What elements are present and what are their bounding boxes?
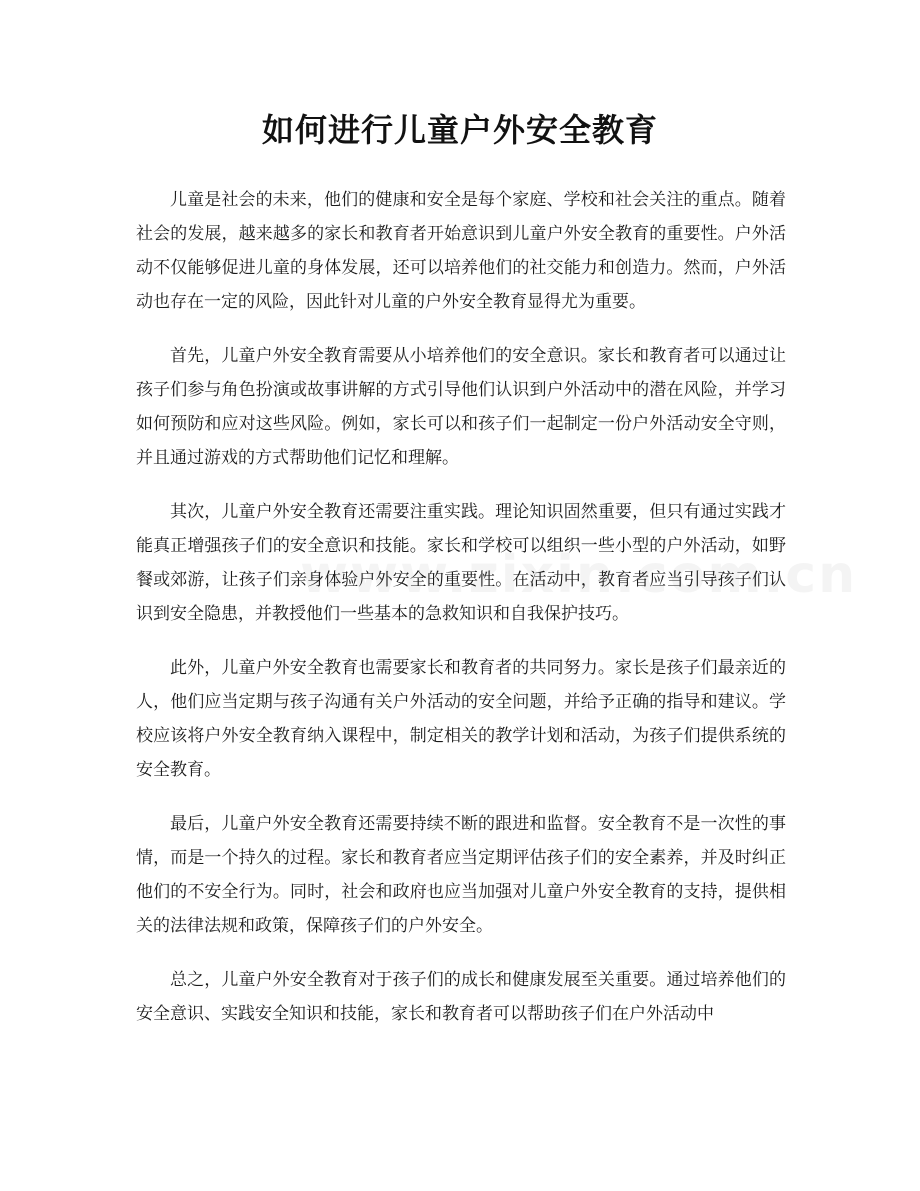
paragraph-3: 其次，儿童户外安全教育还需要注重实践。理论知识固然重要，但只有通过实践才能真正增强孩子们的安全意识和技能。家长和学校可以组织一些小型的户外活动，如野餐或郊游，让孩子们亲身体验户外安全的重要性。在活动中，教育者应当引导孩子们认识到安全隐患，并教授他们一些基本的急救知识和自我保护技巧。 [136, 502, 786, 624]
paragraph-2: 首先，儿童户外安全教育需要从小培养他们的安全意识。家长和教育者可以通过让孩子们参与角色扮演或故事讲解的方式引导他们认识到户外活动中的潜在风险，并学习如何预防和应对这些风险。例如，家长可以和孩子们一起制定一份户外活动安全守则，并且通过游戏的方式帮助他们记忆和理解。 [136, 346, 786, 468]
paragraph-5: 最后，儿童户外安全教育还需要持续不断的跟进和监督。安全教育不是一次性的事情，而是一个持久的过程。家长和教育者应当定期评估孩子们的安全素养，并及时纠正他们的不安全行为。同时，社会和政府也应当加强对儿童户外安全教育的支持，提供相关的法律法规和政策，保障孩子们的户外安全。 [136, 814, 786, 936]
paragraph-6: 总之，儿童户外安全教育对于孩子们的成长和健康发展至关重要。通过培养他们的安全意识、实践安全知识和技能，家长和教育者可以帮助孩子们在户外活动中 [136, 970, 786, 1024]
document-body [136, 183, 786, 1051]
paragraph-4: 此外，儿童户外安全教育也需要家长和教育者的共同努力。家长是孩子们最亲近的人，他们应当定期与孩子沟通有关户外活动的安全问题，并给予正确的指导和建议。学校应该将户外安全教育纳入课程中，制定相关的教学计划和活动，为孩子们提供系统的安全教育。 [136, 658, 786, 780]
paragraph-1: 儿童是社会的未来，他们的健康和安全是每个家庭、学校和社会关注的重点。随着社会的发展，越来越多的家长和教育者开始意识到儿童户外安全教育的重要性。户外活动不仅能够促进儿童的身体发展，还可以培养他们的社交能力和创造力。然而，户外活动也存在一定的风险，因此针对儿童的户外安全教育显得尤为重要。 [136, 190, 786, 312]
document-title: 如何进行儿童户外安全教育 [261, 111, 658, 149]
